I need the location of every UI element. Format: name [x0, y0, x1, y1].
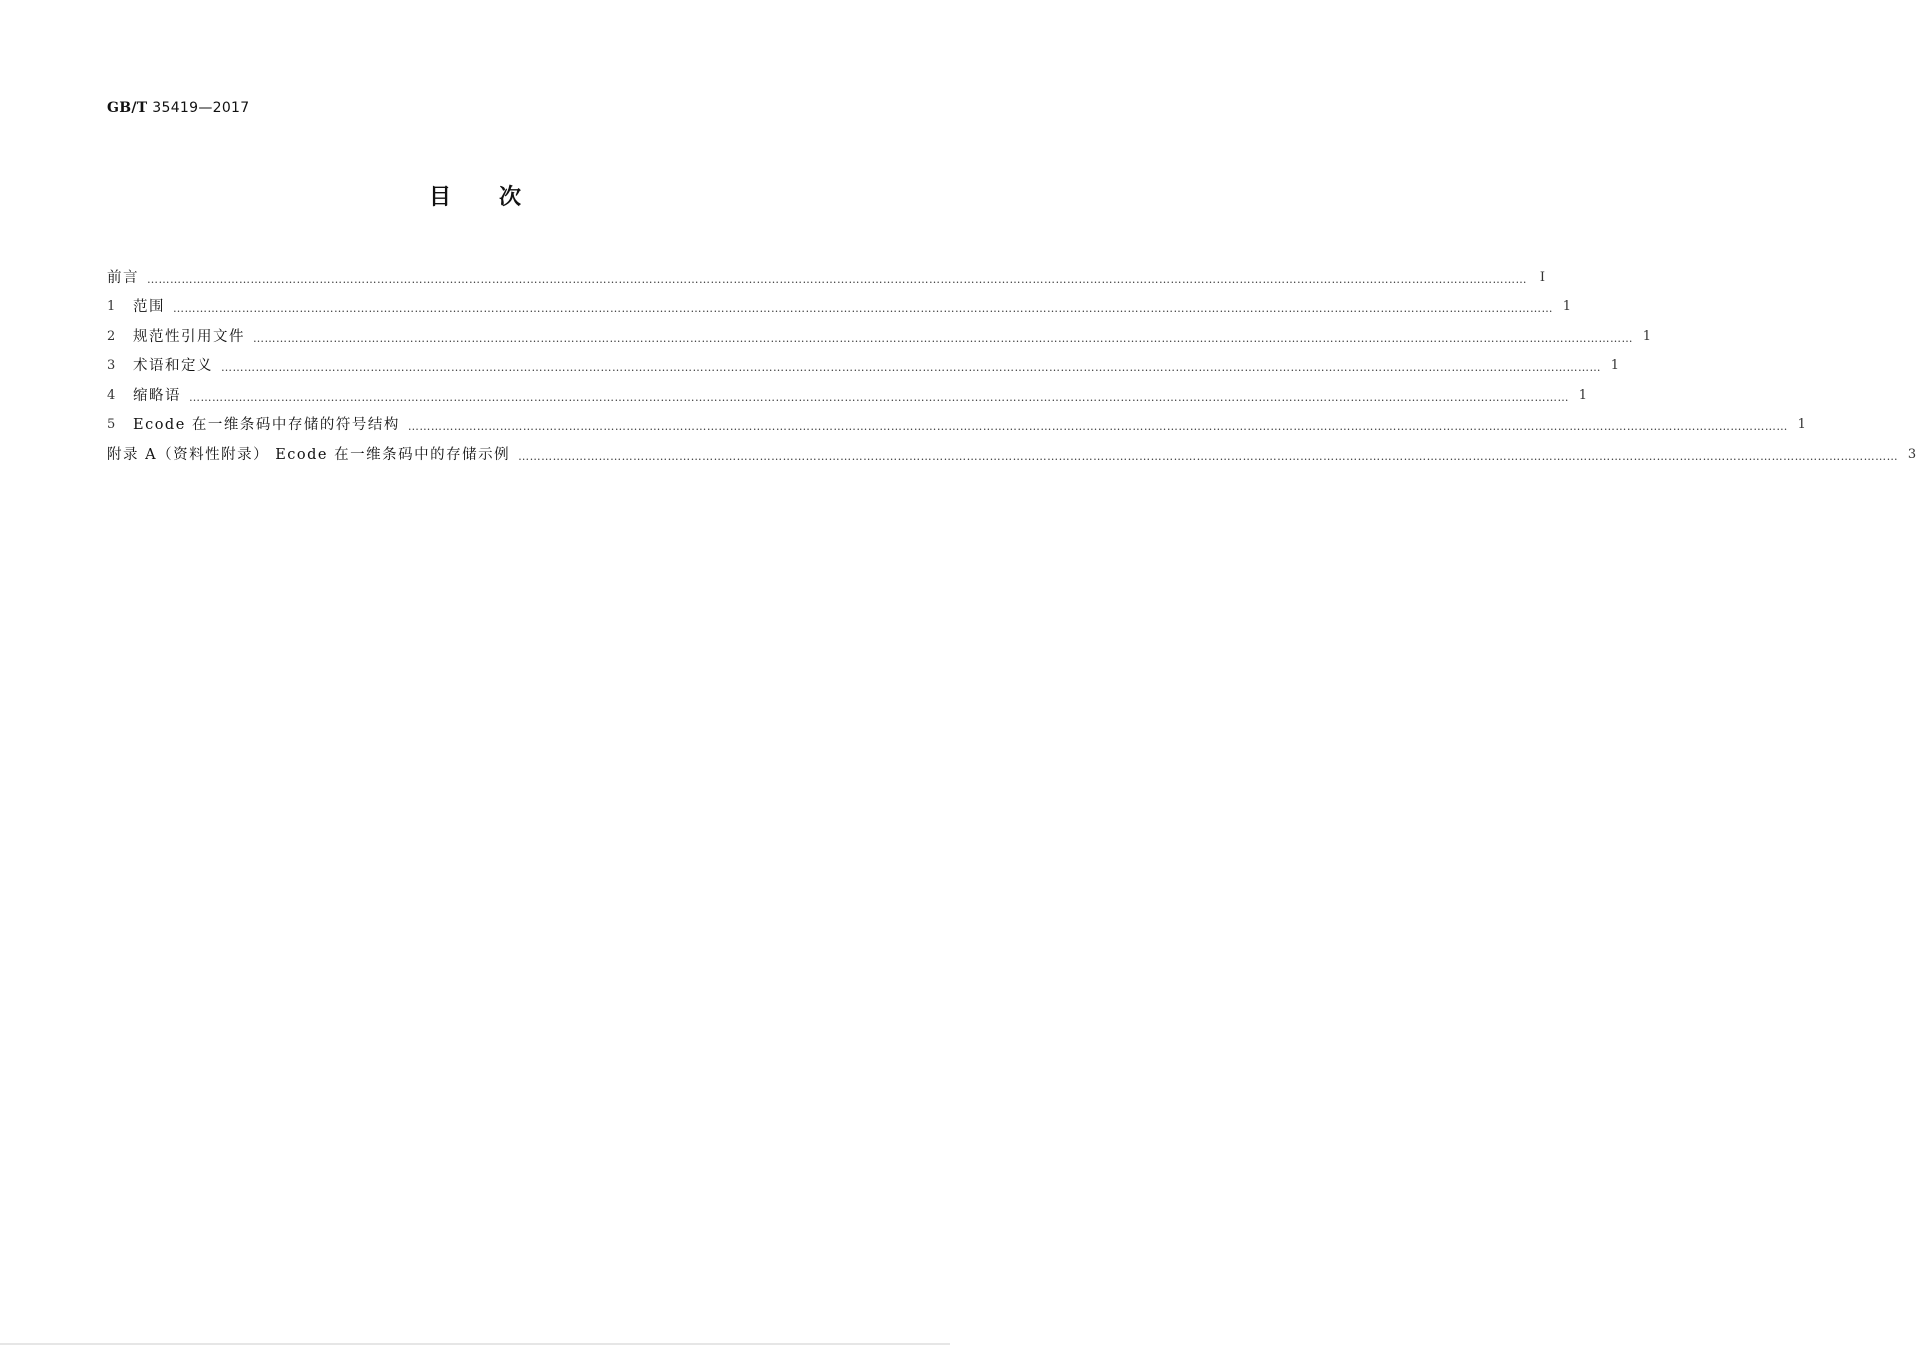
toc-leader-dots: ……………………………………………………………………………………………………………………………………………………………………………………………………………………………………………………………………………………………………………………………… [407, 420, 1788, 433]
toc-leader-dots: ……………………………………………………………………………………………………………………………………………………………………………………………………………………………………………………………………………………………………………………………… [221, 361, 1601, 374]
toc-label[interactable]: 缩略语 [133, 387, 181, 404]
toc-entry-symbol-structure[interactable] [107, 407, 1806, 437]
toc-page-number: 1 [1562, 299, 1571, 314]
toc-page-number: Ⅰ [1539, 269, 1545, 285]
toc-entry-annex-a[interactable] [107, 436, 1916, 466]
toc-label[interactable]: Ecode 在一维条码中存储的符号结构 [133, 417, 400, 433]
standard-number: 35419—2017 [152, 100, 250, 116]
toc-section-number: 4 [107, 387, 116, 403]
toc-page-number: 1 [1797, 417, 1806, 432]
toc-leader-dots: ……………………………………………………………………………………………………………………………………………………………………………………………………………………………………………………………………………………………………………………………… [518, 449, 1899, 463]
toc-label[interactable]: 附录 A（资料性附录） Ecode 在一维条码中的存储示例 [107, 446, 511, 463]
toc-section-number: 2 [107, 328, 116, 344]
standard-code [107, 100, 249, 116]
toc-label[interactable]: 规范性引用文件 [133, 328, 245, 345]
toc-page-number: 1 [1642, 328, 1651, 344]
toc-entry-foreword[interactable] [107, 259, 1545, 289]
toc-section-number: 3 [107, 358, 116, 373]
toc-page-number: 1 [1610, 358, 1619, 373]
toc-page-number: 3 [1907, 446, 1916, 462]
toc-entry-terms-definitions[interactable] [107, 348, 1619, 378]
toc-leader-dots: ……………………………………………………………………………………………………………………………………………………………………………………………………………………………………………………………………………………………………………………………… [173, 302, 1553, 315]
toc-section-number: 5 [107, 417, 116, 432]
toc-leader-dots: ……………………………………………………………………………………………………………………………………………………………………………………………………………………………………………………………………………………………………………………………… [189, 390, 1569, 404]
toc-entry-abbreviations[interactable] [107, 377, 1587, 407]
toc-label[interactable]: 术语和定义 [133, 358, 213, 374]
page-title: 目次 [428, 185, 569, 210]
toc-label[interactable]: 范围 [133, 299, 165, 315]
toc-entry-scope[interactable] [107, 289, 1571, 319]
toc-leader-dots: ……………………………………………………………………………………………………………………………………………………………………………………………………………………………………………………………………………………………………………………………… [147, 272, 1527, 286]
toc-entry-normative-references[interactable] [107, 318, 1651, 348]
table-of-contents [107, 259, 1916, 466]
toc-page-number: 1 [1578, 387, 1587, 403]
toc-section-number: 1 [107, 299, 116, 314]
toc-leader-dots: ……………………………………………………………………………………………………………………………………………………………………………………………………………………………………………………………………………………………………………………………… [253, 331, 1633, 345]
standard-prefix: GB/T [107, 100, 148, 116]
toc-label[interactable]: 前言 [107, 269, 139, 286]
